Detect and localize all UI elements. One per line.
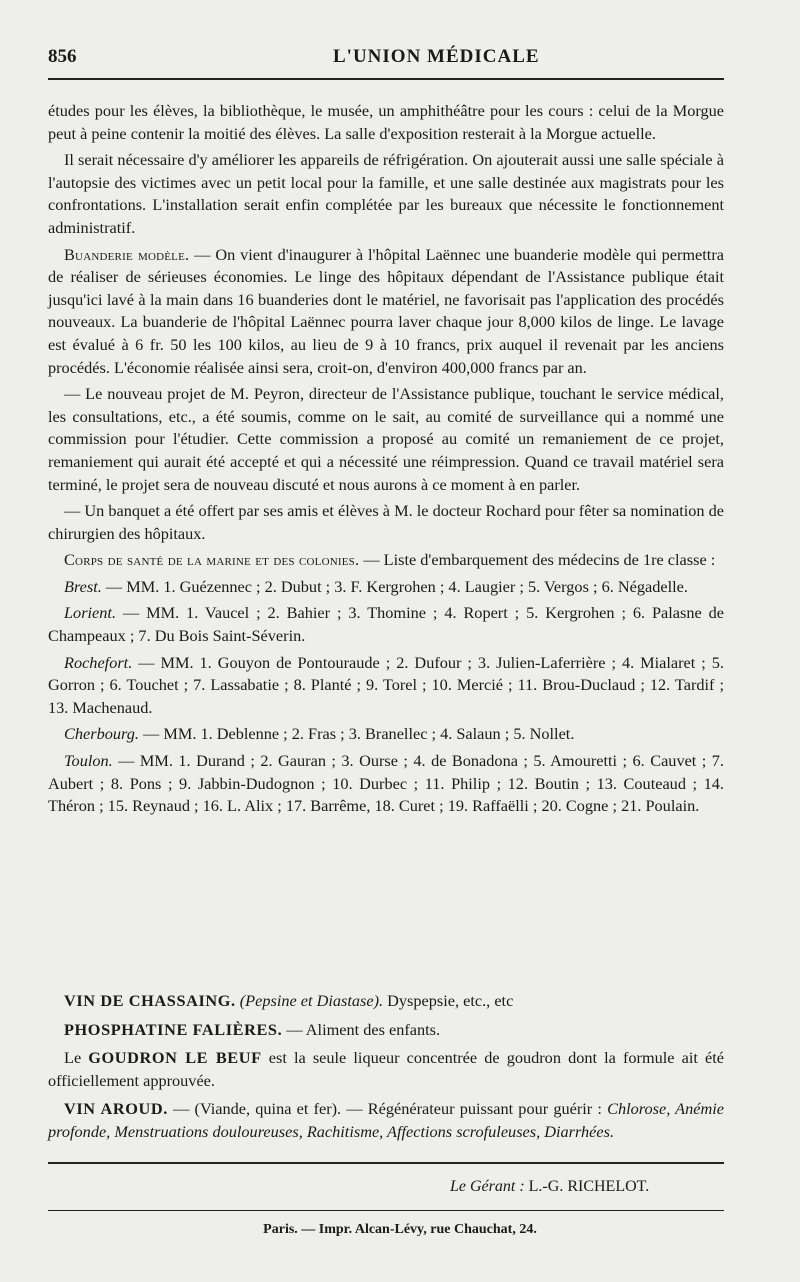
port-list-item (48, 602, 724, 647)
port-name: Toulon. (64, 751, 113, 771)
gerant-line (450, 1178, 649, 1196)
port-roster: — MM. 1. Vaucel ; 2. Bahier ; 3. Thomine ; 4. Ropert ; 5. Kergrohen ; 6. Palasne de Champeaux ; 7. Du Bois Saint-Séverin. (48, 603, 724, 646)
port-roster: — MM. 1. Gouyon de Pontouraude ; 2. Dufour ; 3. Julien-Laferrière ; 4. Mialaret ; 5. Gorron ; 6. Touchet ; 7. Lassabatie ; 8. Planté ; 9. Torel ; 10. Mercié ; 11. Brou-Duclaud ; 12. Tardif ; 13. Machenaud. (48, 652, 724, 717)
port-name: Cherbourg. (64, 724, 139, 744)
imprint-rule (48, 1210, 724, 1211)
ad-text: Dyspepsie, etc., etc (383, 991, 514, 1010)
journal-title: L'UNION MÉDICALE (333, 46, 540, 67)
port-list-item (48, 652, 724, 720)
ad-text: est la seule liqueur concentrée de goudron dont la formule ait été officiellement approuvée. (48, 1048, 724, 1090)
port-name: Lorient. (64, 603, 117, 623)
paragraph: études pour les élèves, la bibliothèque, le musée, un amphithéâtre pour les cours : celui de la Morgue peut à peine contenir la moitié des élèves. La salle d'exposition resterait à la Morgue actuelle. (48, 101, 724, 143)
ad-line (48, 1098, 724, 1143)
footer-rule (48, 1162, 724, 1164)
ad-title: PHOSPHATINE FALIÈRES. (64, 1019, 283, 1039)
port-roster: — MM. 1. Guézennec ; 2. Dubut ; 3. F. Kergrohen ; 4. Laugier ; 5. Vergos ; 6. Négadelle. (101, 576, 688, 596)
gerant-label: Le Gérant : (450, 1178, 525, 1195)
ad-line (48, 990, 724, 1013)
ad-title: VIN AROUD. (64, 1099, 168, 1119)
advertisements (48, 990, 724, 1150)
article-body (48, 100, 724, 822)
paragraph: — Un banquet a été offert par ses amis et élèves à M. le docteur Rochard pour fêter sa nomination de chirurgien des hôpitaux. (48, 501, 724, 543)
paragraph: — Le nouveau projet de M. Peyron, directeur de l'Assistance publique, touchant le service médical, les consultations, etc., a été soumis, comme on le sait, au comité de surveillance qui a nommé une commission pour l'étudier. Cette commission a proposé au comité un remaniement de ce projet, remaniement qui aurait été accepté et qui a nécessité une réimpression. Quand ce travail matériel sera terminé, le projet sera de nouveau discuté et nous aurons à ce moment à en parler. (48, 384, 724, 494)
port-list-item (48, 723, 724, 746)
ad-subtitle: (Pepsine et Diastase). (239, 991, 384, 1010)
header-rule (48, 78, 724, 80)
ad-text: — (Viande, quina et fer). — Régénérateur puissant pour guérir : (167, 1099, 608, 1119)
section-heading: Buanderie modèle. (64, 244, 190, 264)
paragraph: Il serait nécessaire d'y améliorer les appareils de réfrigération. On ajouterait aussi une salle spéciale à l'autopsie des victimes avec un petit local pour la famille, et une salle destinée aux magistrats pour les confrontations. L'installation serait enfin complétée par les bureaux que nécessite le fonctionnement administratif. (48, 150, 724, 237)
page-header (48, 46, 720, 74)
ad-text: Le (64, 1048, 89, 1068)
paragraph-text: — Liste d'embarquement des médecins de 1re classe : (359, 550, 716, 570)
ad-title: GOUDRON LE BEUF (88, 1048, 262, 1068)
gerant-name: L.-G. RICHELOT. (528, 1178, 650, 1195)
page-number: 856 (48, 46, 77, 67)
port-roster: — MM. 1. Deblenne ; 2. Fras ; 3. Branellec ; 4. Salaun ; 5. Nollet. (138, 724, 575, 744)
paragraph (48, 549, 724, 572)
section-heading: Corps de santé de la marine et des colonies. (64, 550, 360, 570)
port-name: Rochefort. (64, 652, 133, 672)
port-list-item (48, 750, 724, 818)
printer-imprint: Paris. — Impr. Alcan-Lévy, rue Chauchat, 24. (263, 1222, 537, 1237)
port-name: Brest. (64, 576, 102, 596)
port-roster: — MM. 1. Durand ; 2. Gauran ; 3. Ourse ; 4. de Bonadona ; 5. Amouretti ; 6. Cauvet ; 7. Aubert ; 8. Pons ; 9. Jabbin-Dudognon ; 10. Durbec ; 11. Philip ; 12. Boutin ; 13. Couteaud ; 14. Théron ; 15. Reynaud ; 16. L. Alix ; 17. Barrême, 18. Curet ; 19. Raffaëlli ; 20. Cogne ; 21. Poulain. (48, 751, 724, 816)
ad-text: — Aliment des enfants. (282, 1019, 441, 1039)
ad-indications: Chlorose, Anémie profonde, Menstruations douloureuses, Rachitisme, Affections scrofuleuses, Diarrhées. (48, 1099, 724, 1141)
paragraph (48, 244, 724, 380)
ad-title: VIN DE CHASSAING. (64, 991, 236, 1010)
ad-line (48, 1047, 724, 1092)
paragraph-text: — On vient d'inaugurer à l'hôpital Laënnec une buanderie modèle qui permettra de réaliser de sérieuses économies. Le linge des hôpitaux dépendant de l'Assistance publique était jusqu'ici lavé à la main dans 16 buanderies dont le matériel, ne favorisait pas l'application des procédés nouveaux. La buanderie de l'hôpital Laënnec pourra laver chaque jour 8,000 kilos de linge. Le lavage est évalué à 6 fr. 50 les 100 kilos, au lieu de 9 à 10 francs, prix auquel il revenait par les anciens procédés. L'économie réalisée ainsi sera, croit-on, d'environ 400,000 francs par an. (48, 244, 724, 377)
ad-line (48, 1019, 724, 1042)
port-list-item (48, 576, 724, 599)
